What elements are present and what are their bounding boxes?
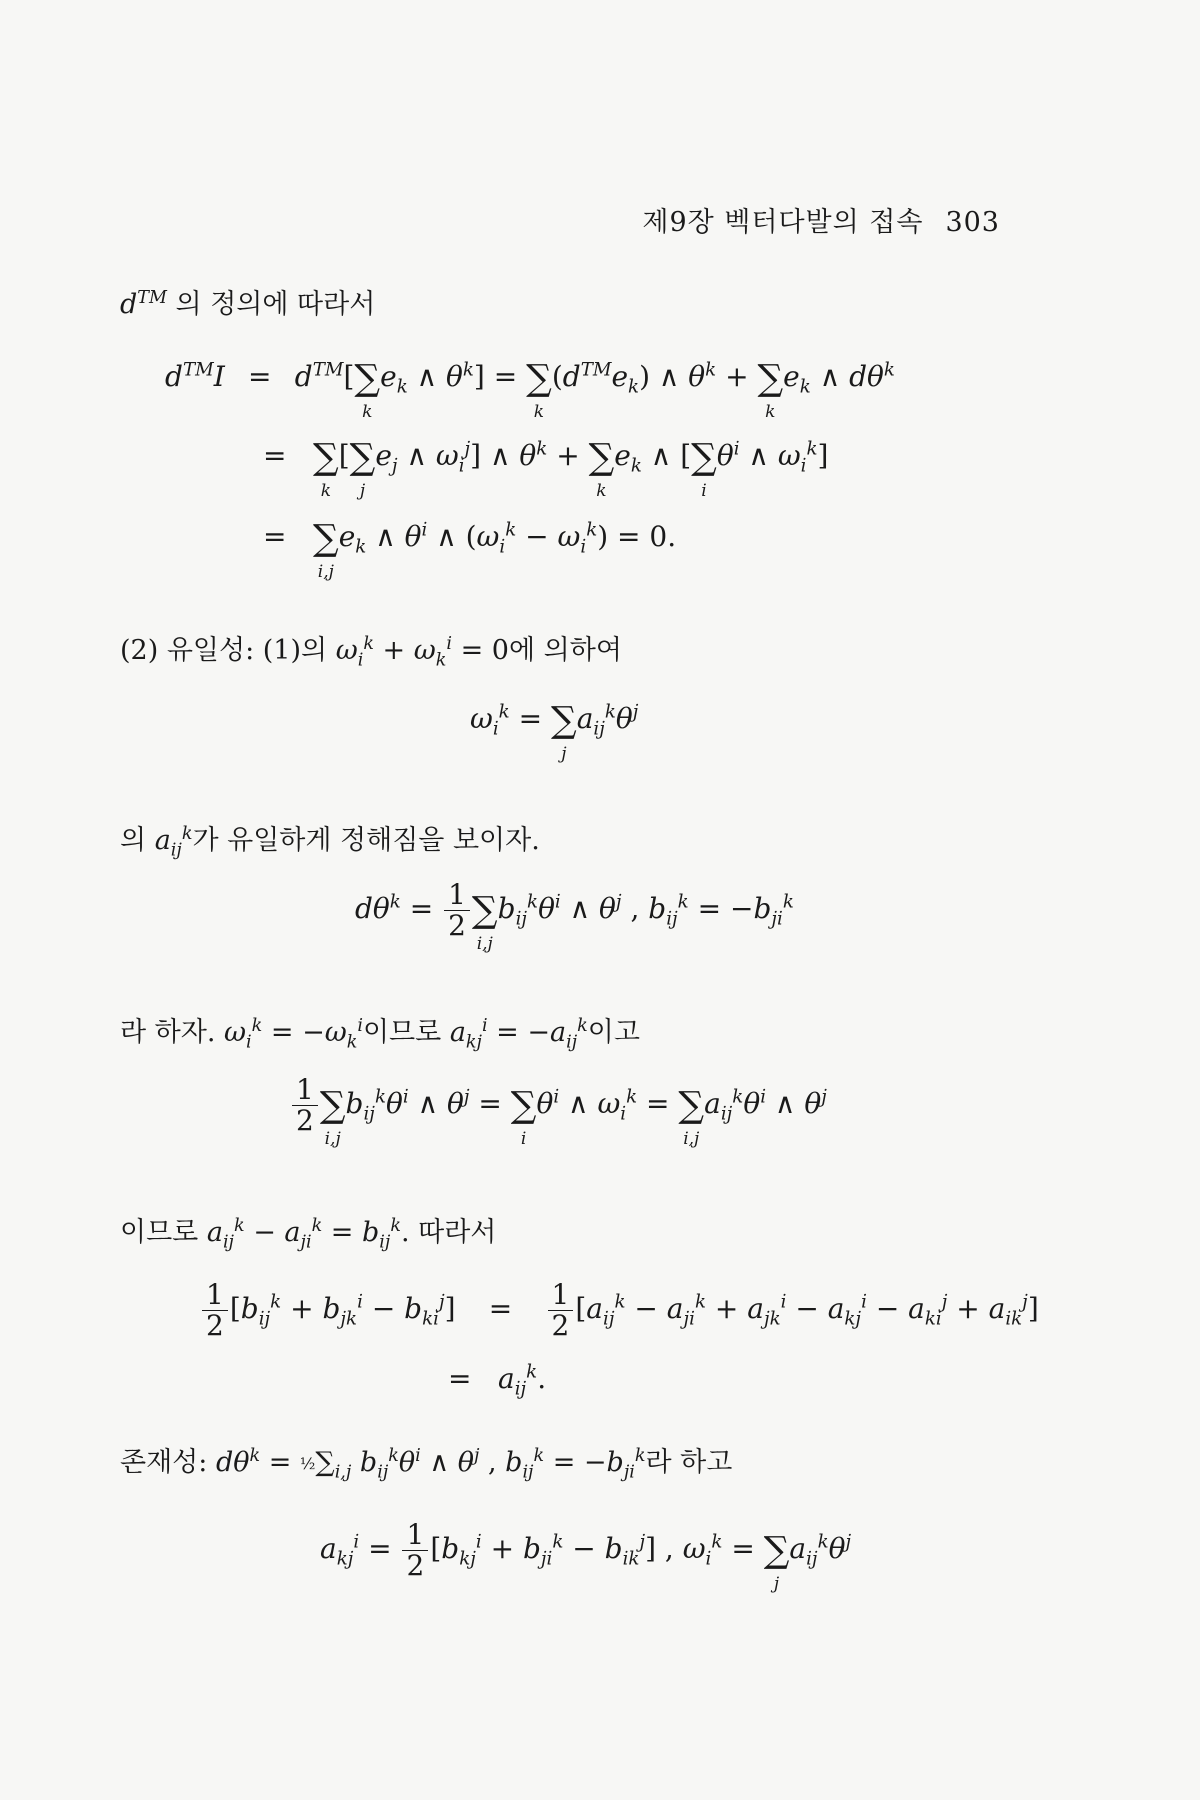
chapter-title: 제9장 벡터다발의 접속 (642, 207, 924, 238)
equation-b-combination-row2: = $a_{ij}^k$. (448, 1361, 547, 1400)
equation-a-definition: $a_{kj}^i$ = $\frac{1}{2}$ $[b_{kj}^i + b_{ji}^k - b_{ik}^j]$ , $\omega_i^k$ = ∑ j $a_{ij}^k\theta^j$ (320, 1518, 852, 1594)
equation-dtm-row1: d™I = d™[∑ k $e_k$ ∧ $\theta^k$] = ∑ k $(d™e_k)$ ∧ $\theta^k$ + ∑ k $e_k$ ∧ $d\theta^k$ (165, 358, 895, 422)
running-header (642, 200, 1000, 239)
text-line-therefore: 이므로 $a_{ij}^k - a_{ji}^k = b_{ij}^k$. 따라서 (120, 1216, 497, 1253)
equation-omega-expansion: $\omega_i^k$ = ∑ j $a_{ij}^k\theta^j$ (470, 700, 639, 764)
equation-dtm-row2: = ∑ k [∑ j $e_j$ ∧ $\omega_i^j$] ∧ $\theta^k$ + ∑ k $e_k$ ∧ [∑ i $\theta^i$ ∧ $\omega_i^k$] (263, 437, 829, 501)
equation-dtheta: $d\theta^k$ = $\frac{1}{2}$ ∑ i,j $b_{ij}^k\theta^i$ ∧ $\theta^j$ , $b_{ij}^k = -b_{ji}^k$ (355, 878, 794, 954)
text-line-show-unique: 의 $a_{ij}^k$가 유일하게 정해짐을 보이자. (120, 824, 540, 861)
page-number: 303 (945, 207, 1000, 238)
equation-b-combination-row1: $\frac{1}{2}$ $[b_{ij}^k + b_{jk}^i - b_{ki}^j]$ = $\frac{1}{2}$ $[a_{ij}^k - a_{ji}^k + a_{jk}^i - a_{kj}^i - a_{ki}^j + a_{ik}^j]$ (200, 1280, 1039, 1341)
text-line-let: 라 하자. $\omega_i^k = -\omega_k^i$이므로 $a_{kj}^i = -a_{ij}^k$이고 (120, 1016, 640, 1053)
text-line-definition: d™ 의 정의에 따라서 (120, 288, 376, 320)
text-line-uniqueness: (2) 유일성: (1)의 $\omega_i^k + \omega_k^i = 0$에 의하여 (120, 634, 622, 671)
equation-dtm-row3: = ∑ i,j $e_k$ ∧ $\theta^i$ ∧ $(\omega_i^k - \omega_i^k) = 0$. (263, 518, 677, 582)
text-line-existence: 존재성: $d\theta^k$ = $\frac{1}{2}\sum_{i,j}$ $b_{ij}^k\theta^i$ ∧ $\theta^j$ , $b_{ij}^k = -b_{ji}^k$라 하고 (120, 1446, 733, 1483)
equation-half-sum: $\frac{1}{2}$ ∑ i,j $b_{ij}^k\theta^i$ ∧ $\theta^j$ = ∑ i $\theta^i$ ∧ $\omega_i^k$ = ∑ i,j $a_{ij}^k\theta^i$ ∧ $\theta^j$ (290, 1075, 827, 1136)
